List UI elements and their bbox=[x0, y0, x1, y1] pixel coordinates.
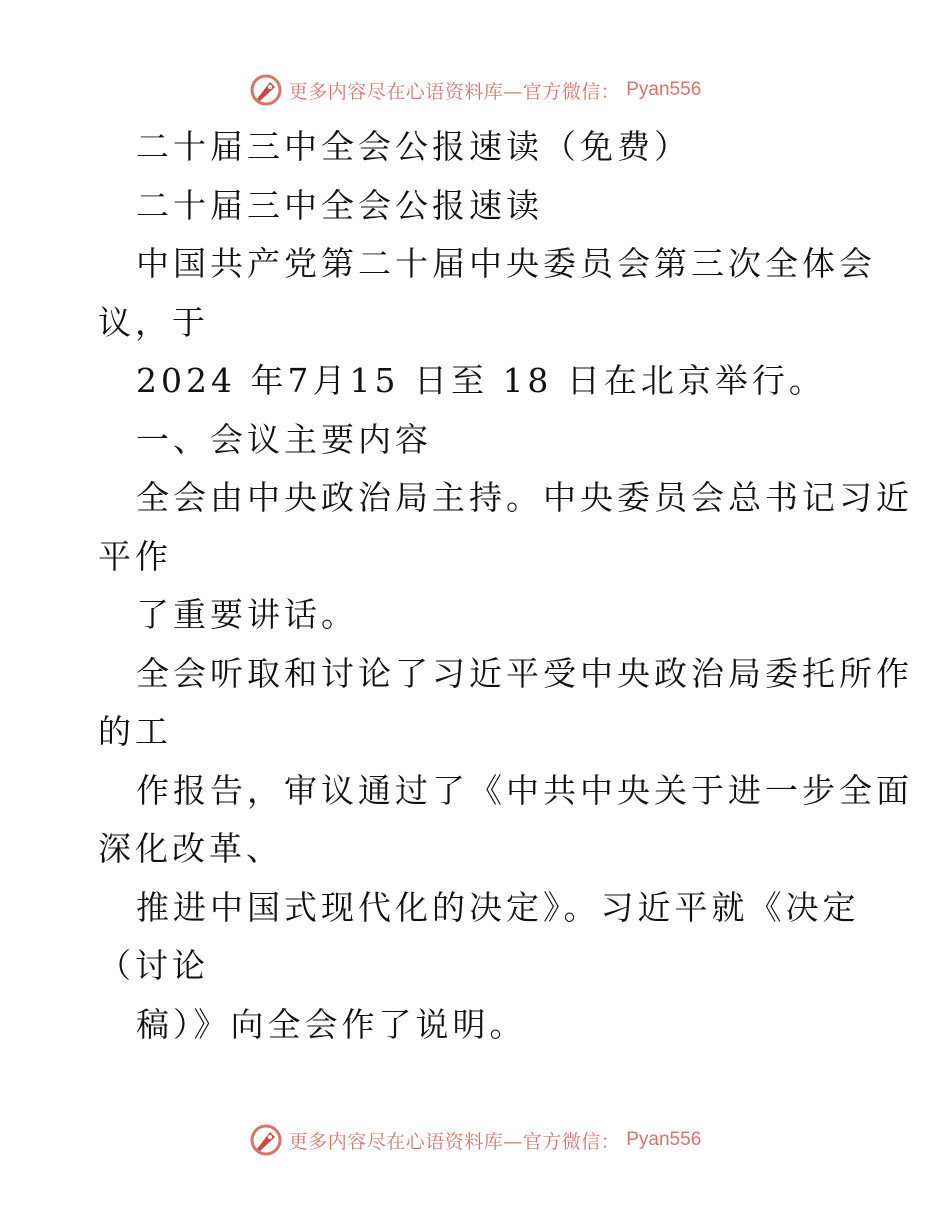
text-line: 推进中国式现代化的决定》。习近平就《决定 bbox=[136, 887, 860, 927]
watermark-wechat-id: Pyan556 bbox=[626, 79, 702, 100]
text-line: （讨论 bbox=[98, 946, 209, 985]
watermark-wechat-id: Pyan556 bbox=[626, 1129, 702, 1150]
watermark-header bbox=[0, 70, 950, 110]
text-line: 议，于 bbox=[98, 302, 209, 342]
watermark-footer bbox=[0, 1120, 950, 1160]
text-line: 深化改革、 bbox=[98, 829, 283, 868]
watermark-text: 更多内容尽在心语资料库—官方微信： bbox=[288, 1130, 621, 1153]
text-line: 2024 年7月15 日至 18 日在北京举行。 bbox=[136, 361, 826, 400]
text-line: 全会由中央政治局主持。中央委员会总书记习近 bbox=[136, 478, 913, 517]
watermark-text: 更多内容尽在心语资料库—官方微信： bbox=[288, 80, 621, 103]
text-line: 二十届三中全会公报速读（免费） bbox=[136, 127, 691, 166]
pen-nib-logo-icon bbox=[249, 73, 283, 107]
text-line: 平作 bbox=[98, 536, 172, 576]
text-line: 全会听取和讨论了习近平受中央政治局委托所作 bbox=[136, 653, 913, 693]
text-line: 一、会议主要内容 bbox=[136, 419, 432, 459]
document-body bbox=[98, 118, 913, 1054]
text-line: 稿）》向全会作了说明。 bbox=[136, 1004, 527, 1044]
text-line: 二十届三中全会公报速读 bbox=[136, 185, 543, 225]
text-line: 作报告，审议通过了《中共中央关于进一步全面 bbox=[136, 770, 913, 810]
text-line: 了重要讲话。 bbox=[136, 595, 358, 634]
pen-nib-logo-icon bbox=[249, 1123, 283, 1157]
text-line: 中国共产党第二十届中央委员会第三次全体会 bbox=[136, 244, 876, 283]
text-line: 的工 bbox=[98, 712, 172, 751]
